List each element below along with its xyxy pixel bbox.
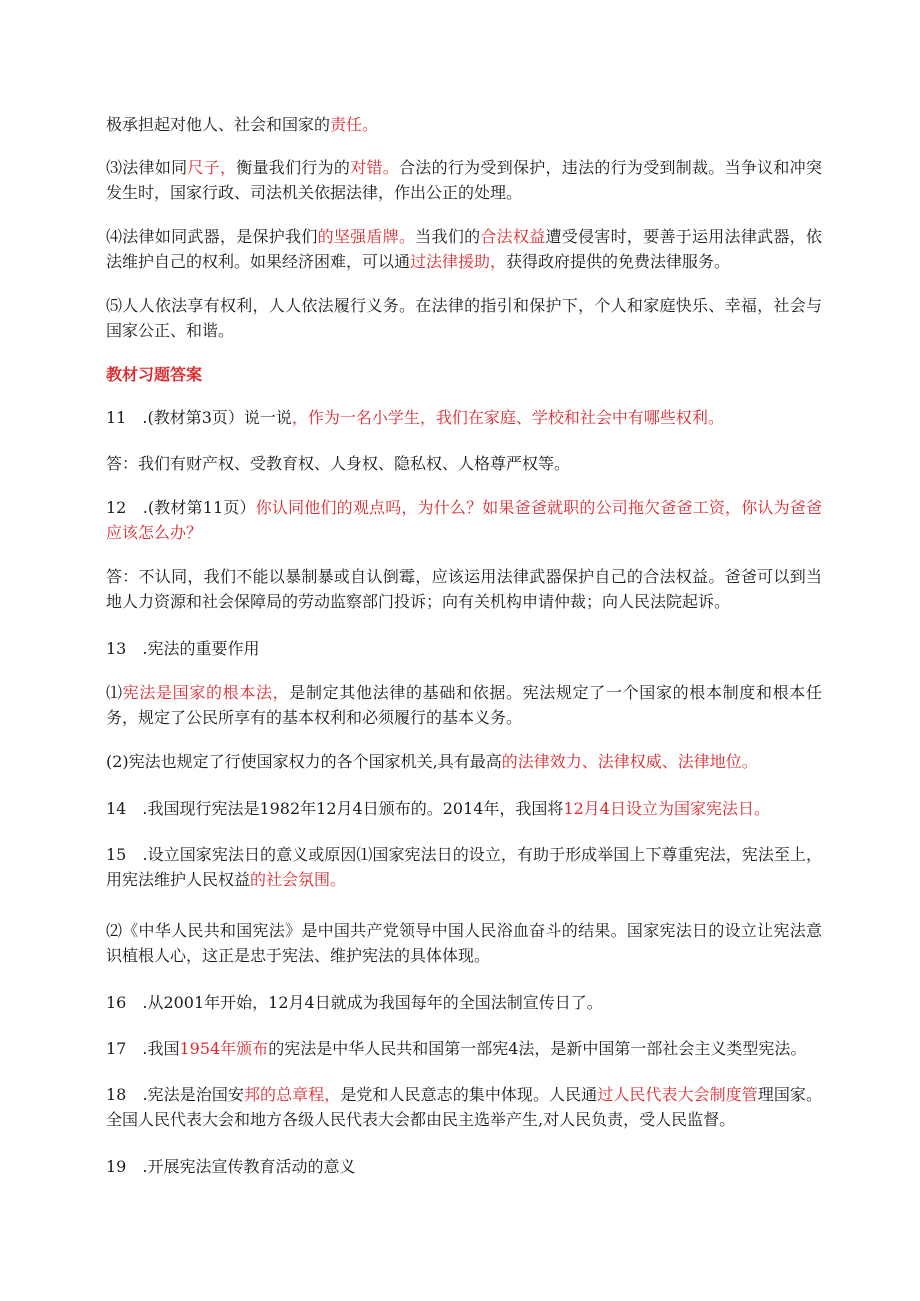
body-text: 是党和人民意志的集中体现。人民通	[340, 1085, 598, 1104]
body-text: 理国家。全国人民代表大会和地方各级人民代表大会都由民主选举产生,对人民负责，受人民监督。	[106, 1085, 822, 1129]
body-text: 当我们的	[415, 227, 481, 246]
highlight-text: 的坚强盾牌。	[317, 227, 416, 246]
body-text: ⑸人人依法享有权利，人人依法履行义务。在法律的指引和保护下，个人和家庭快乐、幸福，社会与国家公正、和谐。	[106, 296, 822, 340]
body-text: 遭受侵害时，要善于运用法律武器，依法维护自己的权利。如果经济困难，可以通	[106, 227, 822, 271]
body-text: 18 .宪法是治国安	[106, 1085, 244, 1104]
highlight-text: 教材习题答案	[106, 365, 203, 384]
highlight-text: ，作为一名小学生，我们在家庭、学校和社会中有哪些权利。	[291, 408, 724, 427]
item-14	[106, 796, 822, 821]
item-15	[106, 842, 822, 892]
body-text: 答：不认同，我们不能以暴制暴或自认倒霉，应该运用法律武器保护自己的合法权益。爸爸可以到当地人力资源和社会保障局的劳动监察部门投诉；向有关机构申请仲裁；向人民法院起诉。	[106, 567, 822, 611]
highlight-text: 的法律效力、法律权威、法律地位。	[501, 752, 758, 771]
body-text: ⑶法律如同	[106, 158, 188, 177]
body-text: 极承担起对他人、社会和国家的	[106, 115, 331, 134]
body-text: 14 .我国现行宪法是1982年12月4日颁布的。2014年，我国将	[106, 799, 564, 818]
paragraph-law-ruler	[106, 155, 822, 205]
highlight-text: 你认同他们的观点吗，为什么？如果爸爸就职的公司拖欠爸爸工资，你认为爸爸应该怎么办？	[106, 498, 822, 542]
highlight-text: 过人民代表大会制度管	[597, 1085, 758, 1104]
question-12	[106, 495, 822, 545]
body-text: 合法的行为受到保护，违法的行为受到制裁。当争议和冲突发生时，国家行政、司法机关依据法律，作出公正的处理。	[106, 158, 822, 202]
highlight-text: 的社会氛围。	[250, 870, 347, 889]
body-text: 13 .宪法的重要作用	[106, 639, 260, 658]
body-text: 17 .我国	[106, 1039, 180, 1058]
question-11	[106, 405, 822, 430]
body-text: 答：我们有财产权、受教育权、人身权、隐私权、人格尊严权等。	[106, 454, 571, 473]
body-text: ⑵《中华人民共和国宪法》是中国共产党领导中国人民浴血奋斗的结果。国家宪法日的设立让宪法意识植根人心，这正是忠于宪法、维护宪法的具体体现。	[106, 921, 822, 965]
highlight-text: 1954年颁布	[179, 1039, 269, 1058]
body-text: 11 .(教材第3页）说一说	[106, 408, 292, 427]
body-text: 衡量我们行为的	[236, 158, 351, 177]
highlight-text: 责任。	[330, 115, 379, 134]
paragraph-rights-duties	[106, 293, 822, 343]
body-text: 是制定其他法律的基础和依据。宪法规定了一个国家的根本制度和根本任务，规定了公民所享有的基本权利和必须履行的基本义务。	[106, 683, 822, 727]
item-15-point-2	[106, 918, 822, 968]
answer-11	[106, 451, 822, 476]
section-heading	[106, 362, 822, 387]
body-text: (2)宪法也规定了行使国家权力的各个国家机关,具有最高	[106, 752, 502, 771]
item-18	[106, 1082, 822, 1132]
highlight-text: 12月4日设立为国家宪法日。	[563, 799, 770, 818]
highlight-text: 尺子，	[187, 158, 237, 177]
item-13-point-1	[106, 680, 822, 730]
highlight-text: 宪法是国家的根本法，	[122, 683, 290, 702]
body-text: 获得政府提供的免费法律服务。	[506, 252, 731, 271]
highlight-text: 邦的总章程，	[243, 1085, 341, 1104]
item-17	[106, 1036, 822, 1061]
paragraph-law-weapon	[106, 224, 822, 274]
body-text: 12 .(教材第11页）	[106, 498, 256, 517]
paragraph-responsibility	[106, 112, 822, 137]
body-text: ⑷法律如同武器，是保护我们	[106, 227, 318, 246]
item-19	[106, 1154, 822, 1179]
answer-12	[106, 564, 822, 614]
body-text: ⑴	[106, 683, 123, 702]
highlight-text: 合法权益	[480, 227, 546, 246]
item-13-point-2	[106, 749, 822, 774]
item-13-title	[106, 636, 822, 661]
highlight-text: 对错。	[350, 158, 400, 177]
highlight-text: 过法律援助，	[410, 252, 507, 271]
body-text: 16 .从2001年开始，12月4日就成为我国每年的全国法制宣传日了。	[106, 993, 603, 1012]
body-text: 的宪法是中华人民共和国第一部宪4法，是新中国第一部社会主义类型宪法。	[268, 1039, 807, 1058]
item-16	[106, 990, 822, 1015]
body-text: 19 .开展宪法宣传教育活动的意义	[106, 1157, 356, 1176]
body-text: 15 .设立国家宪法日的意义或原因⑴国家宪法日的设立，有助于形成举国上下尊重宪法，宪法至上，用宪法维护人民权益	[106, 845, 822, 889]
